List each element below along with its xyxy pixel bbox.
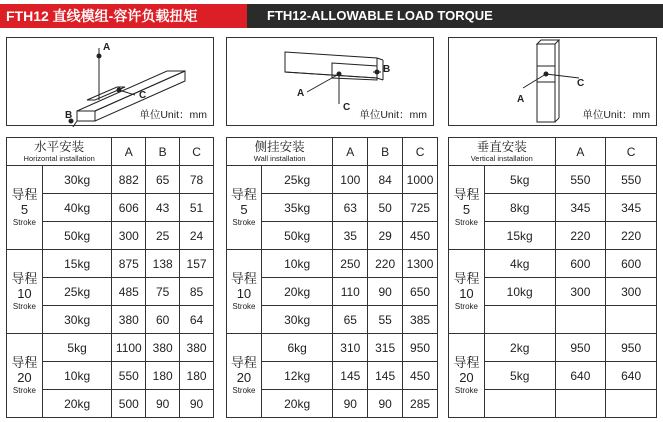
label-b: B bbox=[383, 64, 391, 75]
value-b: 380 bbox=[146, 334, 180, 362]
value-c: 950 bbox=[403, 334, 438, 362]
col-c-header: C bbox=[403, 138, 438, 166]
load-cell: 50kg bbox=[42, 222, 112, 250]
col-a-header: A bbox=[555, 138, 606, 166]
value-c: 550 bbox=[606, 166, 657, 194]
load-cell: 4kg bbox=[484, 250, 555, 278]
mount-title-en: Horizontal installation bbox=[23, 153, 95, 163]
stroke-value: 5 bbox=[462, 201, 471, 217]
value-b: 90 bbox=[368, 390, 403, 418]
stroke-cell bbox=[7, 250, 43, 334]
stroke-value: 20 bbox=[236, 369, 252, 385]
stroke-label-en: Stroke bbox=[12, 217, 36, 227]
stroke-label-en: Stroke bbox=[12, 301, 36, 311]
group-stroke-5 bbox=[449, 166, 657, 250]
load-cell: 2kg bbox=[484, 334, 555, 362]
value-c: 1300 bbox=[403, 250, 438, 278]
value-c: 51 bbox=[180, 194, 214, 222]
load-cell: 30kg bbox=[42, 166, 112, 194]
value-a: 100 bbox=[333, 166, 368, 194]
value-b: 90 bbox=[146, 390, 180, 418]
value-c: 85 bbox=[180, 278, 214, 306]
load-cell bbox=[484, 306, 555, 334]
stroke-value: 10 bbox=[17, 285, 32, 301]
table-row bbox=[449, 250, 657, 278]
value-c: 600 bbox=[606, 250, 657, 278]
value-a: 606 bbox=[112, 194, 146, 222]
mount-header bbox=[7, 138, 112, 166]
value-a: 65 bbox=[333, 306, 368, 334]
stroke-cell bbox=[227, 334, 262, 418]
unit-label: 单位Unit：mm bbox=[582, 109, 650, 121]
horizontal-table bbox=[6, 137, 214, 418]
value-b: 43 bbox=[146, 194, 180, 222]
load-cell: 30kg bbox=[42, 306, 112, 334]
value-a: 600 bbox=[555, 250, 606, 278]
label-a: A bbox=[517, 94, 525, 105]
mount-header bbox=[227, 138, 333, 166]
mount-title-cn: 垂直安装 bbox=[476, 139, 527, 154]
value-c: 1000 bbox=[403, 166, 438, 194]
table-header-row bbox=[449, 138, 657, 166]
load-cell: 15kg bbox=[42, 250, 112, 278]
value-c: 950 bbox=[606, 334, 657, 362]
value-c: 220 bbox=[606, 222, 657, 250]
value-c: 90 bbox=[180, 390, 214, 418]
stroke-value: 5 bbox=[240, 201, 248, 217]
value-c: 78 bbox=[180, 166, 214, 194]
title-cn-banner: FTH12 直线模组-容许负载扭矩 bbox=[0, 4, 247, 28]
stroke-value: 20 bbox=[459, 369, 474, 385]
group-stroke-5 bbox=[7, 166, 214, 250]
value-a: 882 bbox=[112, 166, 146, 194]
value-c: 385 bbox=[403, 306, 438, 334]
stroke-label-en: Stroke bbox=[12, 385, 36, 395]
value-a: 380 bbox=[112, 306, 146, 334]
value-c: 640 bbox=[606, 362, 657, 390]
value-a: 550 bbox=[555, 166, 606, 194]
value-a: 310 bbox=[333, 334, 368, 362]
value-a: 250 bbox=[333, 250, 368, 278]
value-b: 220 bbox=[368, 250, 403, 278]
value-b: 180 bbox=[146, 362, 180, 390]
col-a-header: A bbox=[112, 138, 146, 166]
value-a: 1100 bbox=[112, 334, 146, 362]
table-row bbox=[7, 250, 214, 278]
value-a: 875 bbox=[112, 250, 146, 278]
col-c-header: C bbox=[180, 138, 214, 166]
stroke-label-en: Stroke bbox=[232, 217, 256, 227]
value-b: 315 bbox=[368, 334, 403, 362]
load-cell: 35kg bbox=[261, 194, 333, 222]
load-cell: 10kg bbox=[261, 250, 333, 278]
load-cell: 20kg bbox=[42, 390, 112, 418]
stroke-label-cn: 导程 bbox=[230, 354, 257, 370]
stroke-label-cn: 导程 bbox=[230, 186, 257, 202]
load-cell: 30kg bbox=[261, 306, 333, 334]
stroke-cell bbox=[449, 250, 485, 334]
stroke-label-cn: 导程 bbox=[11, 270, 38, 286]
value-a: 500 bbox=[112, 390, 146, 418]
value-c: 157 bbox=[180, 250, 214, 278]
value-b: 145 bbox=[368, 362, 403, 390]
value-a bbox=[555, 390, 606, 418]
stroke-label-en: Stroke bbox=[232, 385, 256, 395]
value-b: 25 bbox=[146, 222, 180, 250]
mount-title-cn: 侧挂安装 bbox=[254, 139, 305, 154]
value-c: 64 bbox=[180, 306, 214, 334]
value-c bbox=[606, 390, 657, 418]
label-b: B bbox=[65, 110, 73, 121]
table-row bbox=[227, 334, 438, 362]
value-a: 110 bbox=[333, 278, 368, 306]
mount-title-en: Vertical installation bbox=[470, 153, 533, 163]
stroke-cell bbox=[7, 334, 43, 418]
col-b-header: B bbox=[368, 138, 403, 166]
table-row bbox=[449, 334, 657, 362]
label-c: C bbox=[139, 90, 147, 101]
stroke-label-cn: 导程 bbox=[453, 270, 480, 286]
table-row bbox=[7, 334, 214, 362]
value-c: 285 bbox=[403, 390, 438, 418]
value-b: 55 bbox=[368, 306, 403, 334]
stroke-cell bbox=[227, 166, 262, 250]
label-a: A bbox=[297, 88, 305, 99]
load-cell: 8kg bbox=[484, 194, 555, 222]
value-b: 50 bbox=[368, 194, 403, 222]
col-a-header: A bbox=[333, 138, 368, 166]
load-cell: 25kg bbox=[261, 166, 333, 194]
table-row bbox=[227, 250, 438, 278]
load-cell: 5kg bbox=[484, 362, 555, 390]
stroke-label-cn: 导程 bbox=[453, 354, 480, 370]
stroke-value: 5 bbox=[20, 201, 29, 217]
stroke-cell bbox=[449, 166, 485, 250]
table-header-row bbox=[227, 138, 438, 166]
label-c: C bbox=[343, 102, 351, 113]
value-b: 84 bbox=[368, 166, 403, 194]
stroke-label-en: Stroke bbox=[454, 301, 478, 311]
table-row bbox=[227, 166, 438, 194]
stroke-label-en: Stroke bbox=[454, 385, 478, 395]
value-b: 75 bbox=[146, 278, 180, 306]
group-stroke-10 bbox=[7, 250, 214, 334]
load-cell bbox=[484, 390, 555, 418]
unit-label: 单位Unit：mm bbox=[139, 109, 207, 121]
load-cell: 40kg bbox=[42, 194, 112, 222]
stroke-cell bbox=[7, 166, 43, 250]
value-a: 90 bbox=[333, 390, 368, 418]
stroke-cell bbox=[449, 334, 485, 418]
value-a: 345 bbox=[555, 194, 606, 222]
load-cell: 6kg bbox=[261, 334, 333, 362]
value-b: 60 bbox=[146, 306, 180, 334]
value-c: 24 bbox=[180, 222, 214, 250]
load-cell: 12kg bbox=[261, 362, 333, 390]
value-a: 145 bbox=[333, 362, 368, 390]
value-c: 725 bbox=[403, 194, 438, 222]
value-c: 650 bbox=[403, 278, 438, 306]
group-stroke-20 bbox=[227, 334, 438, 418]
figure-horizontal bbox=[6, 37, 214, 126]
value-c: 180 bbox=[180, 362, 214, 390]
load-cell: 20kg bbox=[261, 278, 333, 306]
value-c: 450 bbox=[403, 222, 438, 250]
figure-vertical bbox=[448, 37, 657, 126]
load-cell: 5kg bbox=[42, 334, 112, 362]
mount-title-en: Wall installation bbox=[253, 153, 306, 163]
table-row bbox=[449, 166, 657, 194]
load-cell: 50kg bbox=[261, 222, 333, 250]
value-a: 300 bbox=[555, 278, 606, 306]
value-c: 345 bbox=[606, 194, 657, 222]
stroke-cell bbox=[227, 250, 262, 334]
stroke-label-cn: 导程 bbox=[230, 270, 257, 286]
group-stroke-20 bbox=[7, 334, 214, 418]
vertical-table bbox=[448, 137, 657, 418]
stroke-label-cn: 导程 bbox=[11, 186, 38, 202]
value-b: 138 bbox=[146, 250, 180, 278]
value-b: 90 bbox=[368, 278, 403, 306]
title-en-banner: FTH12-ALLOWABLE LOAD TORQUE bbox=[247, 4, 663, 28]
value-a bbox=[555, 306, 606, 334]
wall-table bbox=[226, 137, 438, 418]
value-a: 950 bbox=[555, 334, 606, 362]
table-header-row bbox=[7, 138, 214, 166]
group-stroke-5 bbox=[227, 166, 438, 250]
col-b-header: B bbox=[146, 138, 180, 166]
value-b: 29 bbox=[368, 222, 403, 250]
value-a: 640 bbox=[555, 362, 606, 390]
load-cell: 10kg bbox=[484, 278, 555, 306]
stroke-value: 20 bbox=[17, 369, 32, 385]
stroke-value: 10 bbox=[459, 285, 474, 301]
load-cell: 20kg bbox=[261, 390, 333, 418]
value-b: 65 bbox=[146, 166, 180, 194]
group-stroke-10 bbox=[227, 250, 438, 334]
stroke-label-cn: 导程 bbox=[11, 354, 38, 370]
value-a: 550 bbox=[112, 362, 146, 390]
load-cell: 5kg bbox=[484, 166, 555, 194]
group-stroke-20 bbox=[449, 334, 657, 418]
group-stroke-10 bbox=[449, 250, 657, 334]
value-a: 485 bbox=[112, 278, 146, 306]
stroke-label-en: Stroke bbox=[454, 217, 478, 227]
value-c: 450 bbox=[403, 362, 438, 390]
stroke-label-cn: 导程 bbox=[453, 186, 480, 202]
value-a: 220 bbox=[555, 222, 606, 250]
label-c: C bbox=[577, 78, 585, 89]
figure-wall bbox=[226, 37, 434, 126]
value-a: 35 bbox=[333, 222, 368, 250]
label-a: A bbox=[103, 42, 111, 53]
stroke-label-en: Stroke bbox=[232, 301, 256, 311]
value-a: 300 bbox=[112, 222, 146, 250]
value-c bbox=[606, 306, 657, 334]
stroke-value: 10 bbox=[236, 285, 252, 301]
load-cell: 25kg bbox=[42, 278, 112, 306]
table-row bbox=[7, 166, 214, 194]
unit-label: 单位Unit：mm bbox=[359, 109, 427, 121]
load-cell: 10kg bbox=[42, 362, 112, 390]
mount-title-cn: 水平安装 bbox=[34, 139, 85, 154]
value-c: 300 bbox=[606, 278, 657, 306]
mount-header bbox=[449, 138, 556, 166]
value-c: 380 bbox=[180, 334, 214, 362]
load-cell: 15kg bbox=[484, 222, 555, 250]
value-a: 63 bbox=[333, 194, 368, 222]
col-c-header: C bbox=[606, 138, 657, 166]
